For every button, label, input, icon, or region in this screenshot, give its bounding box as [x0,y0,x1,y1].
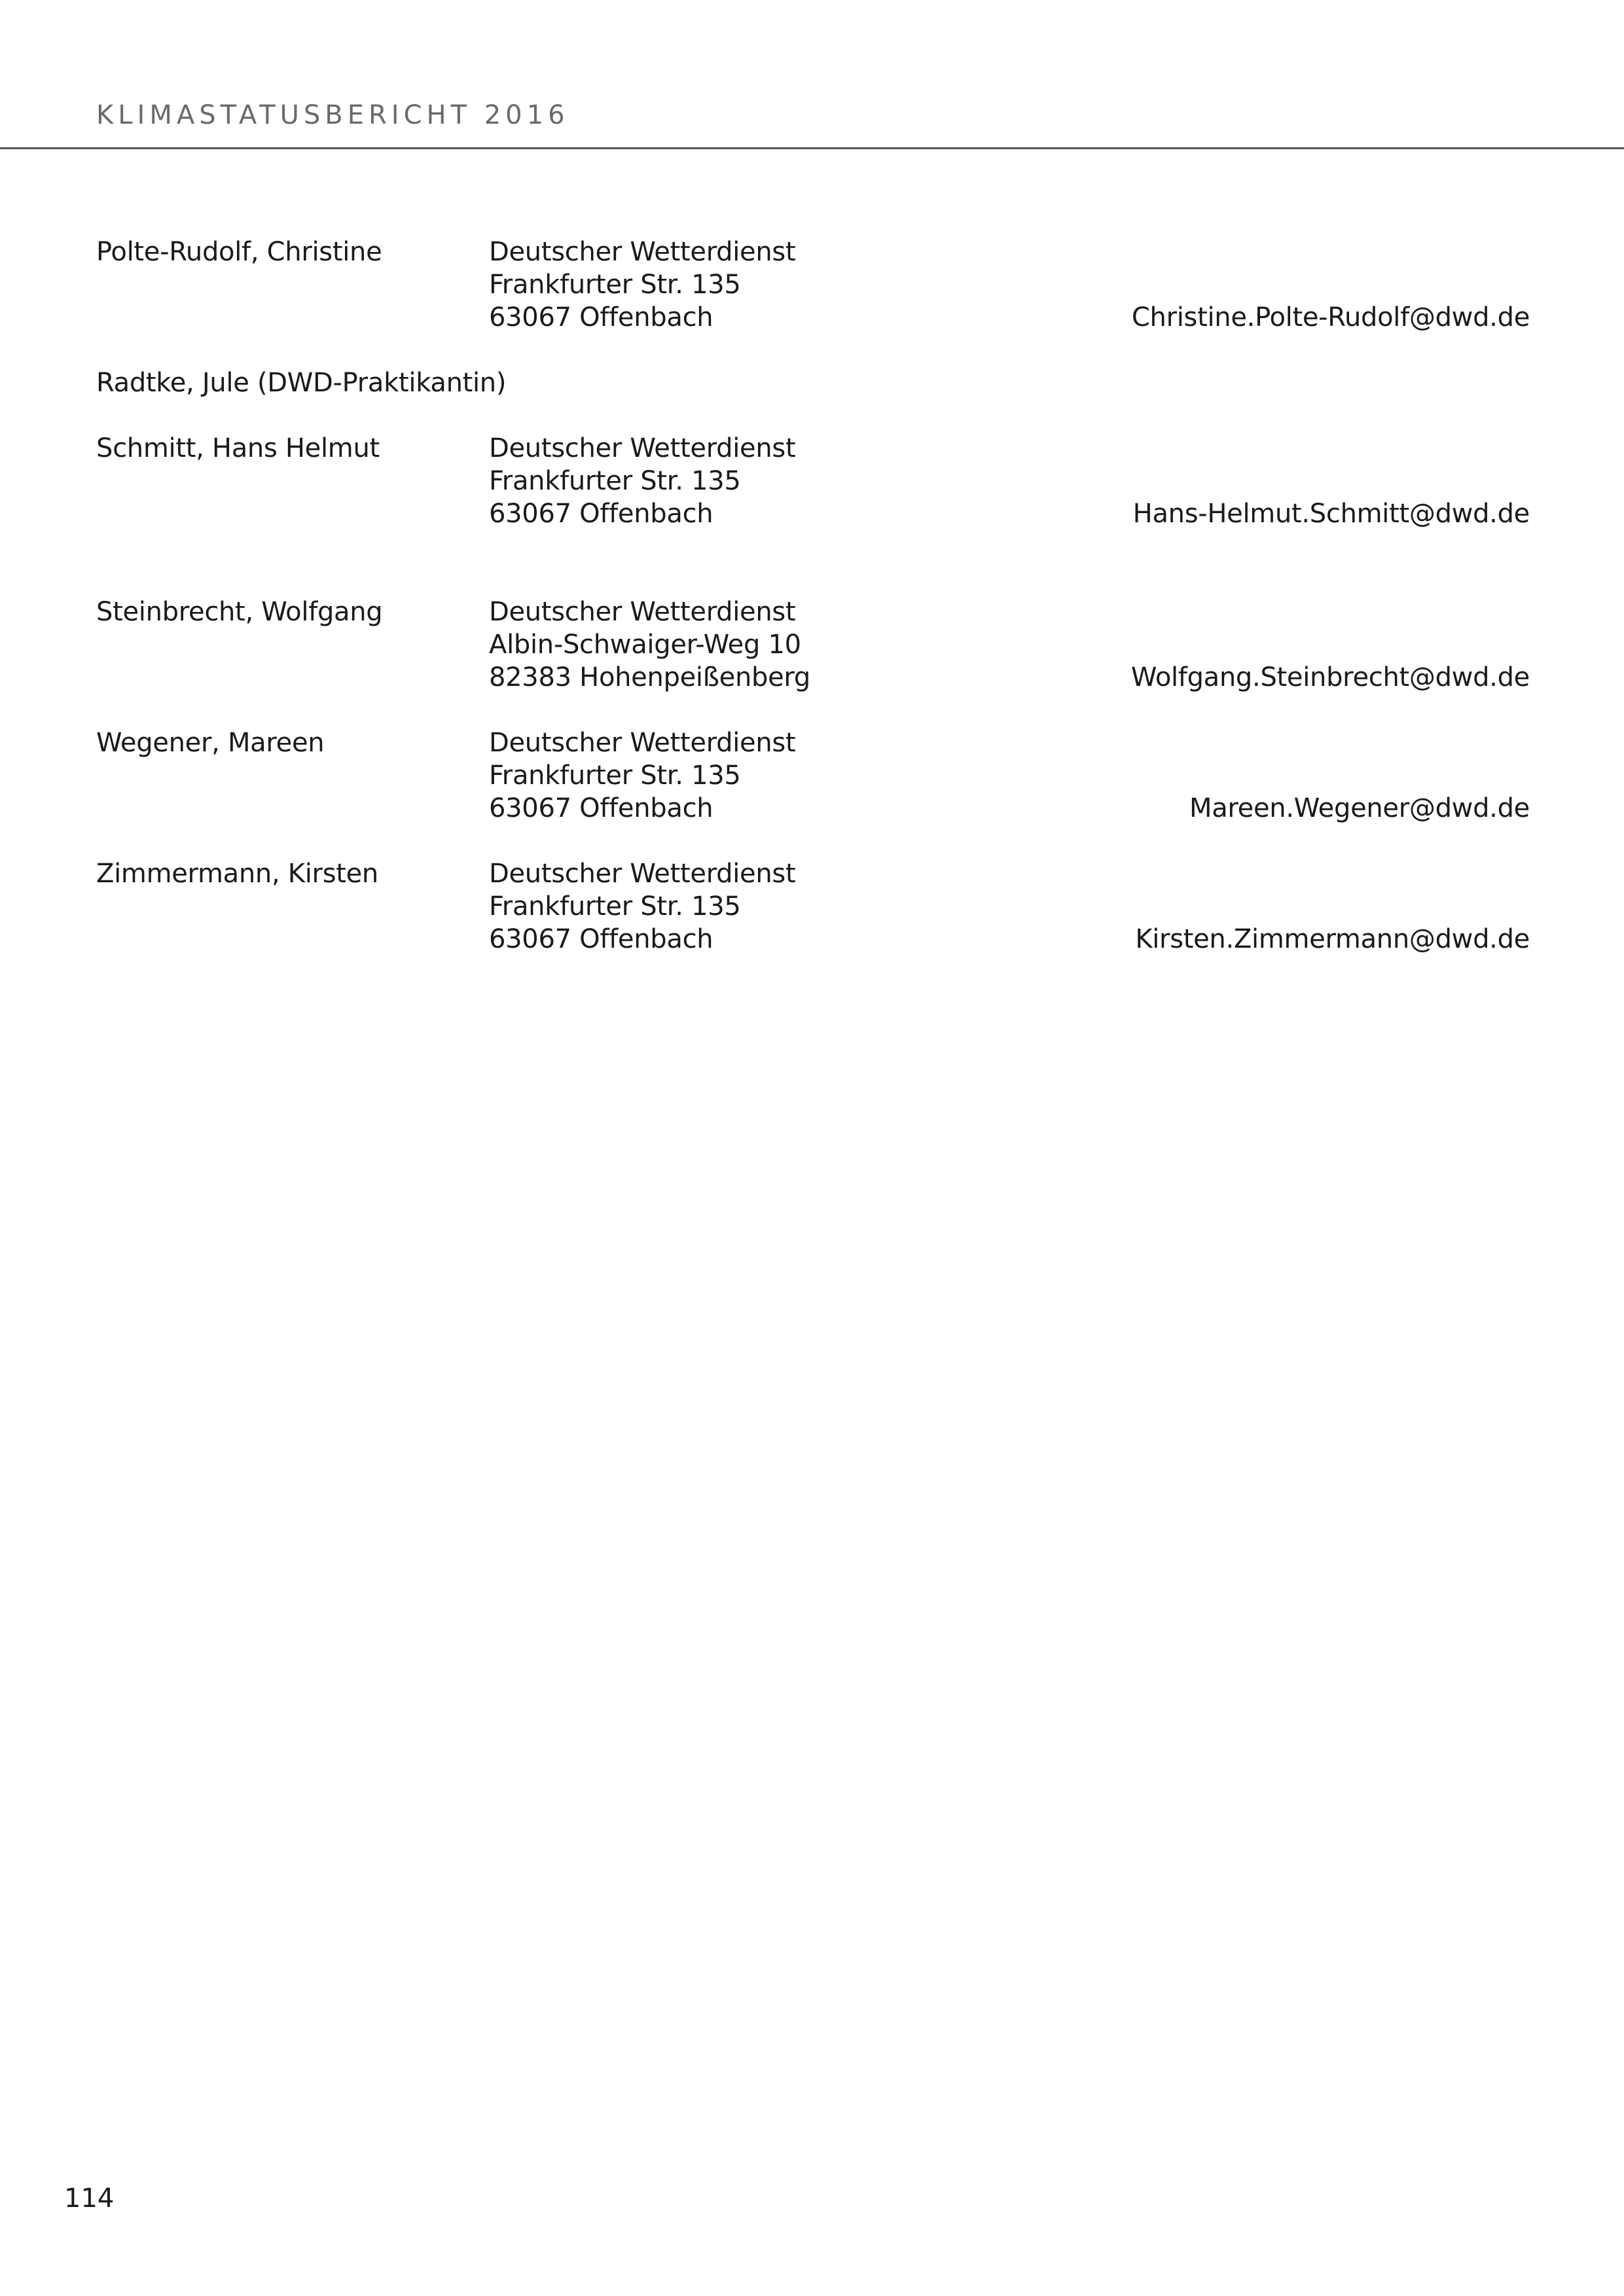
contact-street: Frankfurter Str. 135 [489,761,741,791]
contact-name: Steinbrecht, Wolfgang [96,597,383,627]
contact-name: Wegener, Mareen [96,728,325,758]
running-header: KLIMASTATUSBERICHT 2016 [96,100,569,130]
contact-name: Radtke, Jule (DWD-Praktikantin) [96,368,507,398]
contact-name: Polte-Rudolf, Christine [96,237,382,267]
contact-organization: Deutscher Wetterdienst [489,597,796,627]
contact-address [489,596,810,694]
contact-city: 82383 Hohenpeißenberg [489,662,810,692]
contact-email[interactable]: Hans-Helmut.Schmitt@dwd.de [1132,499,1530,529]
contact-name: Schmitt, Hans Helmut [96,433,380,463]
contact-address [489,857,795,956]
contact-street: Albin-Schwaiger-Weg 10 [489,630,801,660]
contact-name: Zimmermann, Kirsten [96,859,378,889]
contact-street: Frankfurter Str. 135 [489,466,741,496]
contact-address [489,236,795,334]
contact-email[interactable]: Mareen.Wegener@dwd.de [1189,793,1530,823]
contact-email[interactable]: Christine.Polte-Rudolf@dwd.de [1131,302,1530,332]
page-number: 114 [64,2183,115,2214]
contact-list [96,0,1530,2296]
contact-email[interactable]: Kirsten.Zimmermann@dwd.de [1135,924,1530,954]
contact-address [489,726,795,825]
contact-city: 63067 Offenbach [489,924,713,954]
contact-street: Frankfurter Str. 135 [489,270,741,300]
contact-organization: Deutscher Wetterdienst [489,728,796,758]
contact-organization: Deutscher Wetterdienst [489,237,796,267]
contact-address [489,432,795,530]
contact-city: 63067 Offenbach [489,793,713,823]
contact-email[interactable]: Wolfgang.Steinbrecht@dwd.de [1130,662,1530,692]
contact-city: 63067 Offenbach [489,302,713,332]
contact-city: 63067 Offenbach [489,499,713,529]
contact-organization: Deutscher Wetterdienst [489,433,796,463]
contact-organization: Deutscher Wetterdienst [489,859,796,889]
contact-street: Frankfurter Str. 135 [489,891,741,922]
